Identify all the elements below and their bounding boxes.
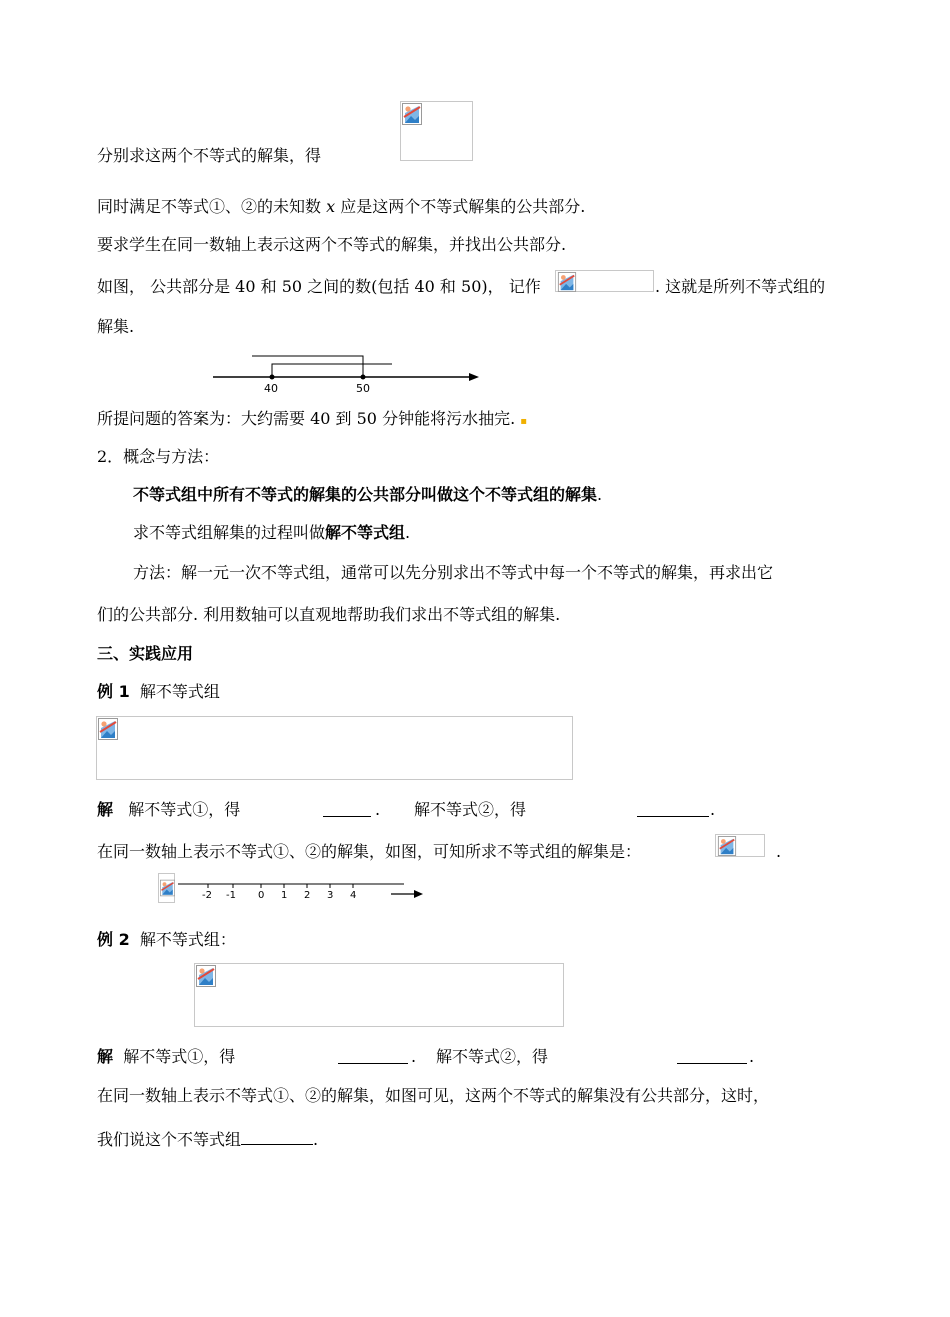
solution-label: 解	[97, 1047, 114, 1066]
example-2-label: 例 2	[97, 930, 130, 949]
example-1-title	[97, 681, 220, 703]
intro-line-4-pre: 如图， 公共部分是 40 和 50 之间的数(包括 40 和 50)， 记作	[97, 277, 541, 296]
intro-line-5: 解集.	[97, 317, 135, 336]
tick-label: 2	[304, 890, 311, 901]
answer-blank-4[interactable]	[677, 1047, 747, 1064]
solution-label: 解	[97, 800, 114, 819]
tick-label: -1	[226, 890, 236, 901]
tick-label: -2	[202, 890, 212, 901]
intro-line-3: 要求学生在同一数轴上表示这两个不等式的解集，并找出公共部分.	[97, 235, 567, 254]
answer-text: 所提问题的答案为：大约需要 40 到 50 分钟能将污水抽完.	[97, 409, 516, 428]
answer-blank-5[interactable]	[241, 1128, 313, 1145]
solution-set-image	[715, 834, 765, 857]
intro-line-2-pre: 同时满足不等式①、②的未知数	[97, 197, 327, 216]
broken-image-icon	[402, 103, 422, 125]
example-2-line-3: 我们说这个不等式组 .	[97, 1130, 319, 1149]
concepts-heading: 2．概念与方法：	[97, 447, 220, 466]
tick-label: 3	[327, 890, 334, 901]
period: .	[776, 842, 782, 861]
intro-line-6: 所提问题的答案为：大约需要 40 到 50 分钟能将污水抽完. ▪	[97, 409, 528, 428]
broken-image-icon	[160, 875, 175, 901]
tick-label: 4	[350, 890, 357, 901]
example-2-solution	[97, 1046, 235, 1068]
intro-line-2-post: 应是这两个不等式解集的公共部分.	[335, 197, 586, 216]
concept-definition-2	[133, 522, 410, 544]
example-1-text: 解不等式组	[139, 682, 220, 701]
example-1-label: 例 1	[97, 682, 130, 701]
answer-blank-2[interactable]	[637, 800, 709, 817]
example-1-line-2: 在同一数轴上表示不等式①、②的解集，如图，可知所求不等式组的解集是：	[97, 842, 642, 861]
broken-image-icon	[196, 965, 216, 987]
definition-2-text: 求不等式组解集的过程叫做	[133, 523, 326, 542]
definition-bold-text: 不等式组中所有不等式的解集的公共部分叫做这个不等式组的解集	[133, 485, 598, 504]
broken-image-icon	[98, 718, 118, 740]
example-2-system-image	[194, 963, 564, 1027]
period: .	[411, 1047, 417, 1066]
example-2-title	[97, 929, 236, 951]
solve-inequality-2-text: 解不等式②，得	[436, 1047, 549, 1066]
definition-2-bold: 解不等式组	[325, 523, 406, 542]
concept-definition-1	[133, 484, 602, 506]
answer-blank-1[interactable]	[323, 800, 371, 817]
example-1-system-image	[96, 716, 573, 780]
tick-label-50: 50	[356, 382, 370, 395]
tick-label: 0	[258, 890, 265, 901]
tick-label: 1	[281, 890, 288, 901]
intro-line-4-post: . 这就是所列不等式组的	[655, 277, 826, 296]
number-line-1	[205, 348, 485, 398]
solve-inequality-1-text: 解不等式①，得	[123, 1047, 236, 1066]
example-2-line-2: 在同一数轴上表示不等式①、②的解集，如图可见，这两个不等式的解集没有公共部分，这时，	[97, 1086, 770, 1105]
answer-blank-3[interactable]	[338, 1047, 408, 1064]
tick-label-40: 40	[264, 382, 278, 395]
conclusion-text: 我们说这个不等式组	[97, 1130, 242, 1149]
period: .	[405, 523, 411, 542]
number-line-2	[176, 876, 436, 904]
method-line-2: 们的公共部分. 利用数轴可以直观地帮助我们求出不等式组的解集.	[97, 605, 561, 624]
broken-image-icon	[557, 272, 577, 292]
solve-inequality-1-text: 解不等式①，得	[128, 800, 241, 819]
example-1-solution	[97, 799, 240, 821]
period: .	[710, 800, 716, 819]
intro-line-1: 分别求这两个不等式的解集，得	[97, 146, 322, 165]
formula-image	[555, 270, 654, 292]
formula-image	[400, 101, 473, 161]
example-2-text: 解不等式组：	[139, 930, 236, 949]
period: .	[375, 800, 381, 819]
solve-inequality-2-text: 解不等式②，得	[414, 800, 527, 819]
method-line-1: 方法：解一元一次不等式组，通常可以先分别求出不等式中每一个不等式的解集，再求出它	[133, 563, 774, 582]
section-3-heading: 三、实践应用	[97, 644, 194, 663]
variable-x: x	[326, 197, 336, 216]
intro-line-2	[97, 196, 585, 218]
broken-image-icon	[717, 836, 737, 856]
number-line-image-placeholder	[158, 873, 175, 903]
period: .	[597, 485, 603, 504]
period: .	[749, 1047, 755, 1066]
